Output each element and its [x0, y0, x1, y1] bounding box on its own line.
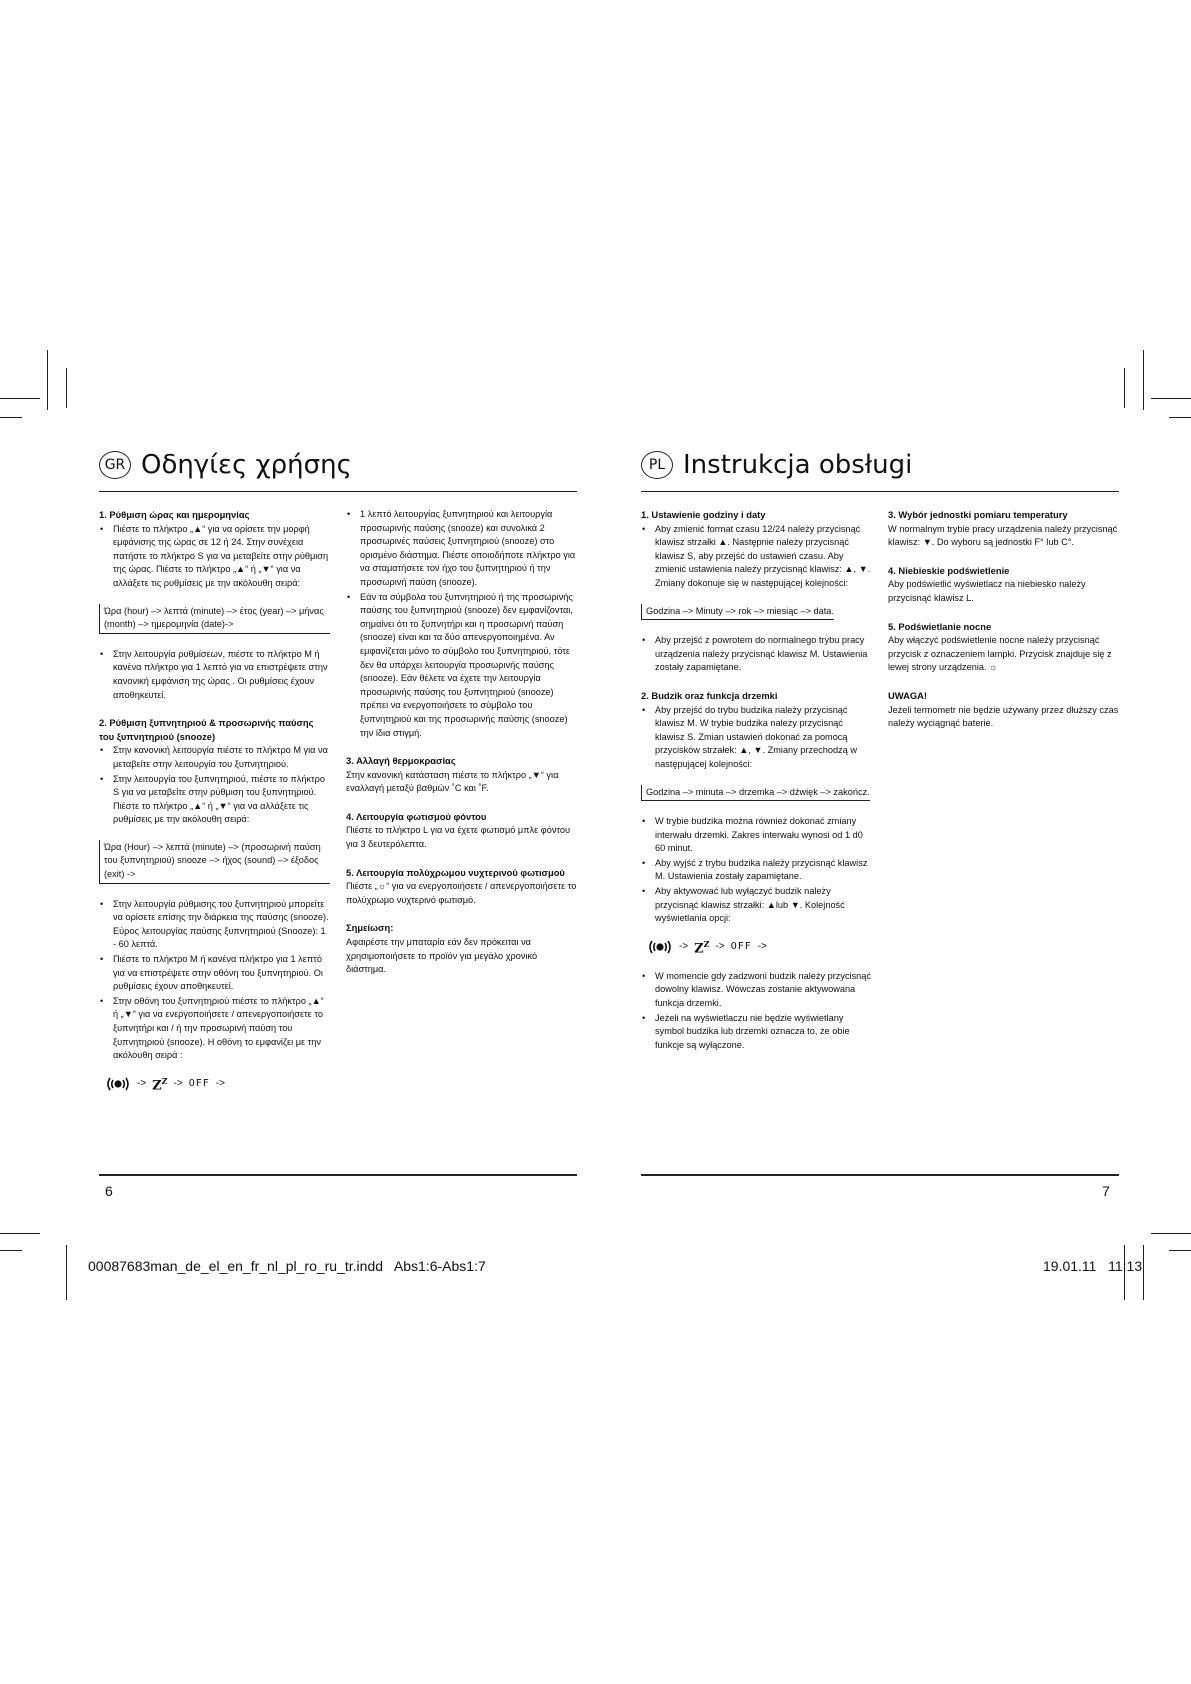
section-text: Aby włączyć podświetlenie nocne należy przycisnąć przycisk z oznaczeniem lampki. Przycisk znajduje się z lewej strony urządzenia. ☼ [888, 635, 1112, 673]
bullet-item: • Aby przejść do trybu budzika należy przycisnąć klawisz M. W trybie budzika należy przycisnąć klawisz S. Zmian ustawień dokonać za pomocą przycisków strzałek: ▲, ▼. Zmiany przechodzą w następującej kolejności: [641, 704, 872, 772]
crop-mark [0, 398, 40, 399]
section-3 [346, 754, 577, 796]
section-4 [346, 810, 577, 852]
crop-mark [1143, 350, 1144, 410]
note-heading: Σημείωση: [346, 922, 394, 934]
snooze-sup: Z [703, 938, 710, 949]
page-greek [99, 445, 577, 1094]
slug-date: 19.01.11 11:13 [1043, 1258, 1143, 1274]
bullet-item: • Πιέστε το πλήκτρο M ή κανένα πλήκτρο για 1 λεπτό για να επιστρέψετε στην οθόνη του ξυπνητηριού. Οι ρυθμίσεις έχουν αποθηκευτεί. [99, 953, 330, 994]
page-title: Οδηγίες χρήσης [141, 450, 352, 480]
crop-mark [1169, 1250, 1191, 1251]
section-2-cont [346, 508, 577, 740]
column-2 [346, 508, 577, 1107]
sequence-arrow: -> [137, 1077, 147, 1089]
page-number-left: 6 [105, 1183, 113, 1199]
warning-heading: UWAGA! [888, 689, 928, 701]
bullet-item: • Στην λειτουργία ρυθμίσεων, πιέστε το πλήκτρο M ή κανένα πλήκτρο για 1 λεπτό για να επιστρέψετε στην κανονική εμφάνιση της ώρας . Οι ρυθμίσεις έχουν αποθηκευτεί. [99, 648, 330, 702]
bullet-item: • Πιέστε το πλήκτρο „▲“ για να ορίσετε την μορφή εμφάνισης της ώρας σε 12 ή 24. Στην συνέχεια πατήστε το πλήκτρο S για να μεταβείτε στην ρύθμιση της ώρας. Πιέστε το πλήκτρο „▲“ ή „▼“ για να αλλάξετε τις ρυθμίσεις με την ακόλουθη σειρά: [99, 523, 330, 591]
section-text: Aby podświetlić wyświetlacz na niebiesko należy przycisnąć klawisz L. [888, 579, 1086, 603]
crop-mark [47, 350, 48, 410]
column-1 [641, 508, 872, 1066]
section-heading: 5. Podświetlanie nocne [888, 620, 992, 632]
bullet-item: • Στην λειτουργία του ξυπνητηριού, πιέστε το πλήκτρο S για να μεταβείτε στην ρύθμιση του ξυπνητηριού. Πιέστε το πλήκτρο „▲“ ή „▼“ για να αλλάξετε τις ρυθμίσεις με την ακόλουθη σειρά: [99, 773, 330, 827]
sequence-arrow: -> [215, 1077, 225, 1089]
snooze-sup: Z [161, 1075, 168, 1086]
off-label: OFF [730, 941, 752, 952]
bullet-item: • Στην κανονική λειτουργία πιέστε το πλήκτρο M για να μεταβείτε στην λειτουργία του ξυπνητηριού. [99, 744, 330, 771]
crop-mark [1169, 417, 1191, 418]
page-title: Instrukcja obsługi [683, 450, 913, 480]
sequence-arrow: -> [715, 941, 725, 952]
section-heading: 4. Niebieskie podświetlenie [888, 564, 1010, 576]
bullet-item: • Στην λειτουργία ρύθμισης του ξυπνητηριού μπορείτε να ορίσετε επίσης την διάρκεια της παύσης (snooze). Εύρος λειτουργίας παύσης ξυπνητηριού (Snooze): 1 - 60 λεπτά. [99, 898, 330, 952]
sequence-box: Ώρα (Hour) –> λεπτά (minute) –> (προσωρινή παύση του ξυπνητηριού) snooze –> ήχος (sound) –> έξοδος (exit) -> [99, 840, 330, 884]
section-heading: 1. Ρύθμιση ώρας και ημερομηνίας [99, 509, 250, 520]
sequence-arrow: -> [757, 941, 767, 952]
section-text: W normalnym trybie pracy urządzenia należy przycisnąć klawisz: ▼. Do wyboru są jednostki F° lub C°. [888, 523, 1118, 548]
section-heading: 2. Ρύθμιση ξυπνητηριού & προσωρινής παύσης του ξυπνητηριού (snooze) [99, 717, 314, 742]
warning [888, 689, 1119, 731]
column-1 [99, 508, 330, 1107]
section-text: Πιέστε το πλήκτρο L για να έχετε φωτισμό μπλε φόντου για 3 δευτερόλεπτα. [346, 825, 571, 850]
sequence-box: Godzina –> minuta –> drzemka –> dźwięk –> zakończ. [641, 785, 870, 802]
bullet-item: • Στην οθόνη του ξυπνητηριού πιέστε το πλήκτρο „▲“ ή „▼“ για να ενεργοποιήσετε / απενεργοποιήσετε το ξυπνητήρι και / ή την προσωρινή παύση του ξυπνητηριού (snooze). Η οθόνη το εμφανίζει με την ακόλουθη σειρά : [99, 995, 330, 1063]
bullet-item: • W trybie budzika można również dokonać zmiany interwału drzemki. Zakres interwału wynosi od 1 d0 60 minut. [641, 815, 872, 856]
columns [99, 508, 577, 1107]
crop-mark [1151, 1233, 1191, 1234]
section-heading: 3. Wybór jednostki pomiaru temperatury [888, 509, 1068, 520]
snooze-icon [152, 1075, 167, 1093]
crop-mark [66, 368, 67, 408]
column-2 [888, 508, 1119, 1066]
alarm-sequence [105, 1075, 330, 1093]
bullet-item: • 1 λεπτό λειτουργίας ξυπνητηριού και λειτουργία προσωρινής παύσης (snooze) και συνολικά 2 προσωρινές παύσεις ξυπνητηριού (snooze) στο ορισμένο διάστημα. Πιέστε οποιοδήποτε πλήκτρο για να σταματήσετε τον ήχο του ξυπνητηριού ή την προσωρινή παύση (snooze). [346, 508, 577, 590]
section-5 [888, 620, 1119, 675]
bullet-item: • W momencie gdy zadzwoni budzik należy przycisnąć dowolny klawisz. Wówczas zostanie aktywowana funkcja drzemki. [641, 970, 872, 1011]
page-title-area [99, 445, 577, 485]
section-3 [888, 508, 1119, 550]
page-title-area [641, 445, 1119, 485]
bullet-item: • Aby aktywować lub wyłączyć budzik należy przycisnąć klawisz strzałki: ▲lub ▼. Kolejność wyświetlania opcji: [641, 885, 872, 926]
sequence-box: Ώρα (hour) –> λεπτά (minute) –> έτος (year) –> μήνας (month) –> ημερομηνία (date)-> [99, 604, 330, 634]
sequence-box: Godzina –> Minuty –> rok –> miesiąc –> data. [641, 604, 834, 621]
section-heading: 4. Λειτουργία φωτισμού φόντου [346, 810, 487, 822]
footer-rule [99, 1174, 577, 1176]
snooze-label: Z [152, 1078, 162, 1094]
language-badge: GR [99, 451, 131, 479]
crop-mark [66, 1245, 67, 1300]
section-heading: 3. Αλλαγή θερμοκρασίας [346, 755, 456, 767]
section-heading: 1. Ustawienie godziny i daty [641, 509, 766, 520]
alarm-icon [105, 1076, 131, 1092]
sequence-arrow: -> [173, 1077, 183, 1089]
bullet-item: • Jeżeli na wyświetlaczu nie będzie wyświetlany symbol budzika lub drzemki oznacza to, że obie funkcje są wyłączone. [641, 1012, 872, 1053]
snooze-label: Z [694, 941, 704, 957]
note-text: Αφαιρέστε την μπαταρία εάν δεν πρόκειται να χρησιμοποιήσετε το προϊόν για μεγάλο χρονικό διάστημα. [346, 937, 538, 975]
bullet-item: • Aby przejść z powrotem do normalnego trybu pracy urządzenia należy przycisnąć klawisz M. Ustawienia zostały zapamiętane. [641, 634, 872, 675]
section-text: Στην κανονική κατάσταση πιέστε το πλήκτρο „▼“ για εναλλαγή μεταξύ βαθμών ˚C και ˚F. [346, 769, 559, 794]
columns [641, 508, 1119, 1066]
page-polish [641, 445, 1119, 1050]
warning-text: Jeżeli termometr nie będzie używany przez dłuższy czas należy wyciągnąć baterie. [888, 704, 1119, 729]
section-1 [641, 508, 872, 675]
crop-mark [0, 417, 22, 418]
snooze-icon [694, 938, 709, 956]
crop-mark [0, 1233, 40, 1234]
section-2 [99, 716, 330, 1093]
section-2 [641, 689, 872, 1052]
crop-mark [1124, 368, 1125, 408]
bullet-item: • Εάν τα σύμβολα του ξυπνητηριού ή της προσωρινής παύσης του ξυπνητηριού (snooze) δεν εμφανίζονται, σημαίνει ότι το ξυπνητήρι και η προσωρινή παύση (snooze) είναι και τα δύο απενεργοποιημένα. Αν εμφανίζεται μόνο το σύμβολο του ξυπνητηριού, τότε δεν θα υπάρχει λειτουργία προσωρινής παύσης (snooze). Εάν θέλετε να έχετε την λειτουργία προσωρινής παύσης του ξυπνητηριού (snooze) πρέπει να ενεργοποιήσετε το σύμβολο του ξυπνητηριού και της προσωρινής παύσης (snooze) την ίδια στιγμή. [346, 591, 577, 741]
crop-mark [0, 1250, 22, 1251]
alarm-icon [647, 939, 673, 955]
crop-mark [1151, 398, 1191, 399]
page-number-right: 7 [1102, 1183, 1110, 1199]
title-rule [641, 491, 1119, 492]
sequence-arrow: -> [679, 941, 689, 952]
section-4 [888, 564, 1119, 606]
alarm-sequence [647, 938, 872, 956]
bullet-item: • Aby wyjść z trybu budzika należy przycisnąć klawisz M. Ustawienia zostały zapamiętane. [641, 857, 872, 884]
section-heading: 2. Budzik oraz funkcja drzemki [641, 689, 778, 701]
bullet-item: • Aby zmienić format czasu 12/24 należy przycisnąć klawisz strzałki ▲. Następnie należy przycisnąć klawisz S, aby przejść do ustawień czasu. Aby zmienić ustawienia należy przycisnąć klawisz: ▲, ▼. Zmiany dokonuje się w następującej kolejności: [641, 523, 872, 591]
section-text: Πιέστε „☼“ για να ενεργοποιήσετε / απενεργοποιήσετε το πολύχρωμο νυχτερινό φωτισμό. [346, 881, 577, 905]
section-5 [346, 866, 577, 908]
note [346, 921, 577, 976]
title-rule [99, 491, 577, 492]
section-heading: 5. Λειτουργία πολύχρωμου νυχτερινού φωτισμού [346, 866, 565, 878]
footer-rule [641, 1174, 1119, 1176]
section-1 [99, 508, 330, 702]
crop-mark [1143, 1245, 1144, 1300]
slug-filename: 00087683man_de_el_en_fr_nl_pl_ro_ru_tr.indd Abs1:6-Abs1:7 [88, 1258, 486, 1274]
off-label: OFF [188, 1077, 210, 1089]
language-badge: PL [641, 451, 673, 479]
